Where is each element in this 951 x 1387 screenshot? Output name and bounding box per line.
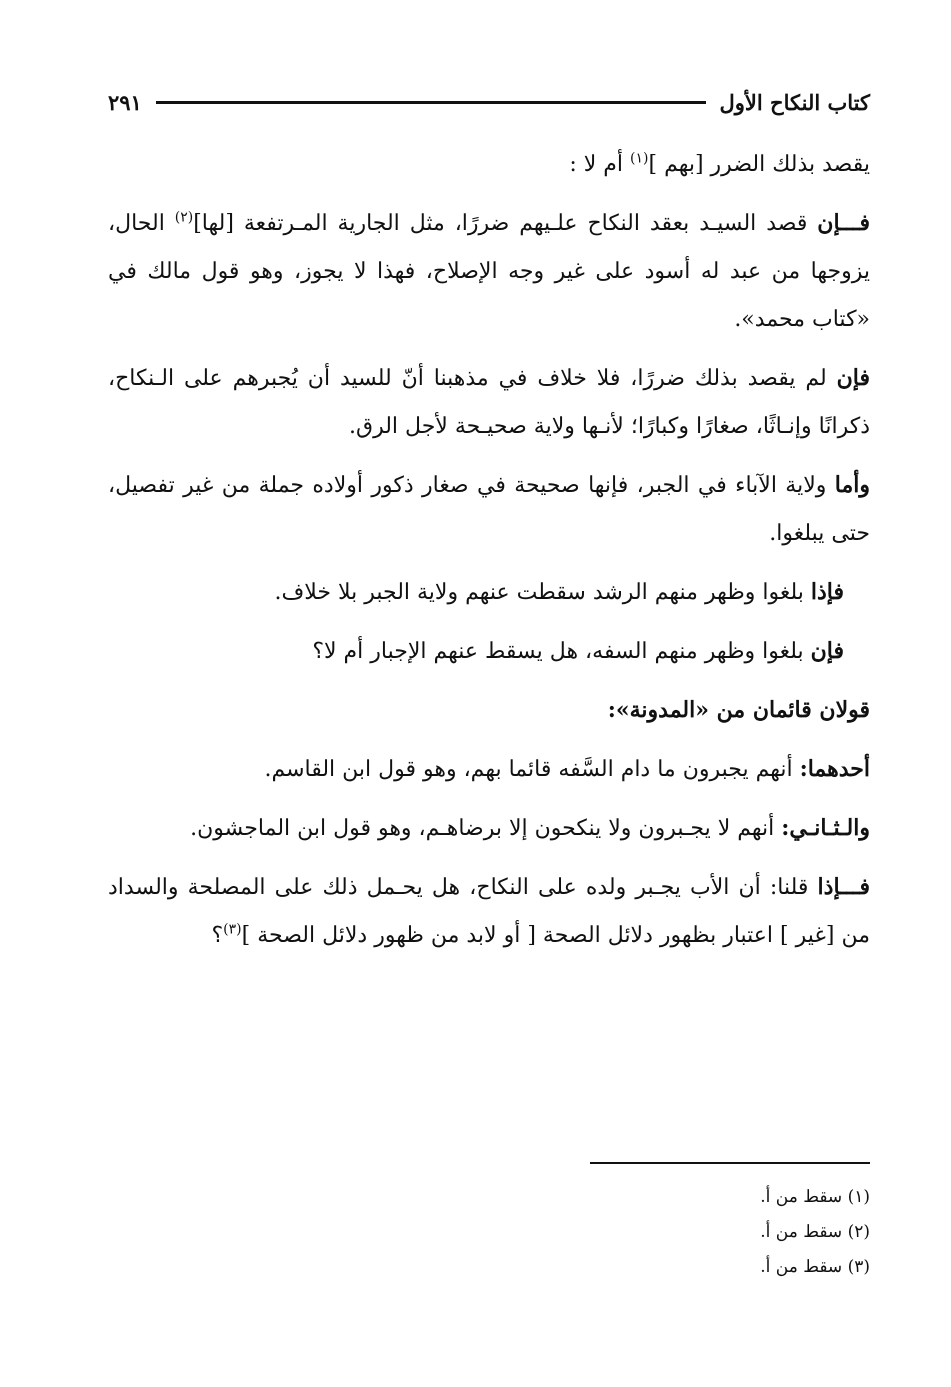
- paragraph: [108, 863, 870, 960]
- body-text: [108, 140, 870, 970]
- footnote-separator: [590, 1162, 870, 1164]
- paragraph: [108, 804, 870, 853]
- paragraph-lead: فإن: [836, 365, 870, 391]
- header-rule: [156, 101, 706, 104]
- footnote: (٢) سقط من أ.: [760, 1222, 870, 1242]
- paragraph-lead: وأما: [834, 472, 870, 498]
- paragraph-text: بلغوا وظهر منهم السفه، هل يسقط عنهم الإجبار أم لا؟: [312, 639, 811, 664]
- paragraph-text-after: ؟: [211, 923, 224, 948]
- paragraph-lead: فـــإن: [817, 210, 870, 236]
- paragraph-lead: فإن: [810, 638, 844, 664]
- paragraph-lead: قولان قائمان من «المدونة»:: [607, 697, 870, 723]
- paragraph-text-after: أم لا :: [569, 152, 631, 177]
- paragraph: [108, 354, 870, 451]
- footnotes: [590, 1180, 870, 1285]
- paragraph-text: ولاية الآباء في الجبر، فإنها صحيحة في صغار ذكور أولاده جملة من غير تفصيل، حتى يبلغوا.: [108, 473, 870, 546]
- paragraph-text: يقصد بذلك الضرر [بهم ]: [648, 152, 870, 177]
- paragraph-lead: فإذا: [810, 579, 844, 605]
- paragraph-text: بلغوا وظهر منهم الرشد سقطت عنهم ولاية الجبر بلا خلاف.: [274, 580, 811, 605]
- paragraph-lead: أحدهما:: [799, 756, 870, 782]
- paragraph-text: لم يقصد بذلك ضررًا، فلا خلاف في مذهبنا أنّ للسيد أن يُجبرهم على الـنكاح، ذكرانًا وإنـاثًا، صغارًا وكبارًا؛ لأنـها ولاية صحيـحة لأجل الرق.: [108, 366, 870, 439]
- footnote-ref[interactable]: (١): [630, 150, 649, 167]
- paragraph: [108, 461, 870, 558]
- page-number: ٢٩١: [108, 89, 142, 115]
- paragraph-lead: فـــإذا: [817, 874, 870, 900]
- paragraph-text: أنهم يجبرون ما دام السَّفه قائما بهم، وهو قول ابن القاسم.: [264, 757, 800, 782]
- paragraph: [108, 745, 870, 794]
- footnote-ref[interactable]: (٣): [223, 921, 242, 938]
- paragraph: [108, 568, 870, 617]
- paragraph-text: قلنا: أن الأب يجـبر ولده على النكاح، هل يحـمل ذلك على المصلحة والسداد من [غير ] اعتبار بظهور دلائل الصحة [ أو لابد من ظهور دلائل الصحة ]: [108, 875, 870, 948]
- footnote-ref[interactable]: (٢): [174, 209, 194, 226]
- paragraph-text: أنهم لا يجـبرون ولا ينكحون إلا برضاهـم، وهو قول ابن الماجشون.: [190, 816, 782, 841]
- running-header: [108, 84, 870, 120]
- paragraph: [108, 686, 870, 735]
- footnote: (١) سقط من أ.: [760, 1187, 870, 1207]
- paragraph-text: قصد السيـد بعقد النكاح علـيهم ضررًا، مثل الجارية المـرتفعة [لها]: [193, 211, 818, 236]
- paragraph: [108, 140, 870, 189]
- paragraph-text-after: الحال، يزوجها من عبد له أسود على غير وجه الإصلاح، فهذا لا يجوز، وهو قول مالك في «كتاب محمد».: [108, 211, 870, 332]
- paragraph: [108, 627, 870, 676]
- footnote: (٣) سقط من أ.: [760, 1257, 870, 1277]
- paragraph-lead: والـثـانـي:: [781, 815, 870, 841]
- header-title: كتاب النكاح الأول: [719, 89, 870, 115]
- paragraph: [108, 199, 870, 344]
